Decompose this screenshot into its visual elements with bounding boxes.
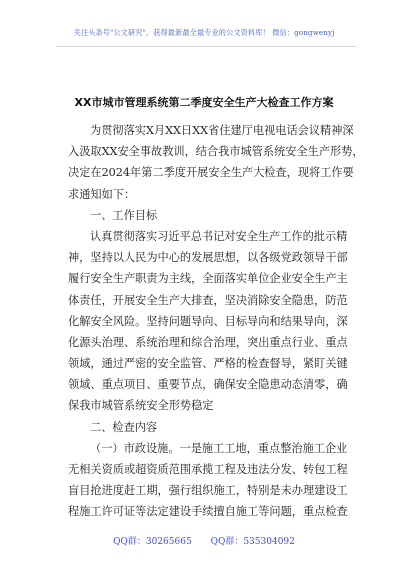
body-line: 决定在2024年第二季度开展安全生产大检查，现将工作要: [68, 166, 354, 180]
body-line: 无相关资质或超资质范围承揽工程及违法分发、转包工程: [68, 463, 348, 476]
header-note: 关注头条号"公文研究"，获得最新最全最专业的公文资料库！ 微信：gongwenyj: [73, 28, 335, 37]
body-line: 盲目抢进度赶工期，强行组织施工，特别是未办理建设工: [68, 484, 348, 498]
body-line: 一、工作目标: [90, 208, 158, 222]
body-line: 为贯彻落实X月XX日XX省住建厅电视电话会议精神深: [90, 124, 354, 137]
footer: [0, 534, 408, 547]
body-line: 保我市城管系统安全形势稳定: [68, 399, 214, 413]
body-line: 履行安全生产职责为主线，全面落实单位企业安全生产主: [68, 272, 348, 286]
header-divider: [56, 46, 356, 47]
footer-qq-group-1: QQ群：30265665: [113, 537, 192, 547]
body-line: 化源头治理、系统治理和综合治理，突出重点行业、重点: [68, 335, 348, 349]
document-body: [68, 120, 364, 523]
body-line: 求通知如下：: [68, 187, 136, 201]
body-line: 领域，通过严密的安全监管、严格的检查督导，紧盯关键: [68, 357, 348, 371]
body-line: 二、检查内容: [90, 420, 158, 434]
body-line: 领域、重点项目、重要节点，确保安全隐患动态清零，确: [68, 378, 348, 392]
body-line: 程施工许可证等法定建设手续擅自施工等问题，重点检查: [68, 505, 348, 519]
body-line: 认真贯彻落实习近平总书记对安全生产工作的批示精: [90, 229, 348, 243]
body-line: 神，坚持以人民为中心的发展思想，以各级党政领导干部: [68, 251, 348, 265]
document-title: XX市城市管理系统第二季度安全生产大检查工作方案: [74, 96, 334, 109]
body-line: （一）市政设施。一是施工工地，重点整治施工企业: [90, 441, 348, 455]
body-line: 入汲取XX安全事故教训，结合我市城管系统安全生产形势，: [68, 145, 364, 159]
body-line: 化解安全风险。坚持问题导向、目标导向和结果导向，深: [68, 314, 348, 328]
footer-qq-group-2: QQ群：535304092: [210, 537, 295, 547]
body-line: 体责任，开展安全生产大排查，坚决消除安全隐患，防范: [68, 293, 348, 307]
